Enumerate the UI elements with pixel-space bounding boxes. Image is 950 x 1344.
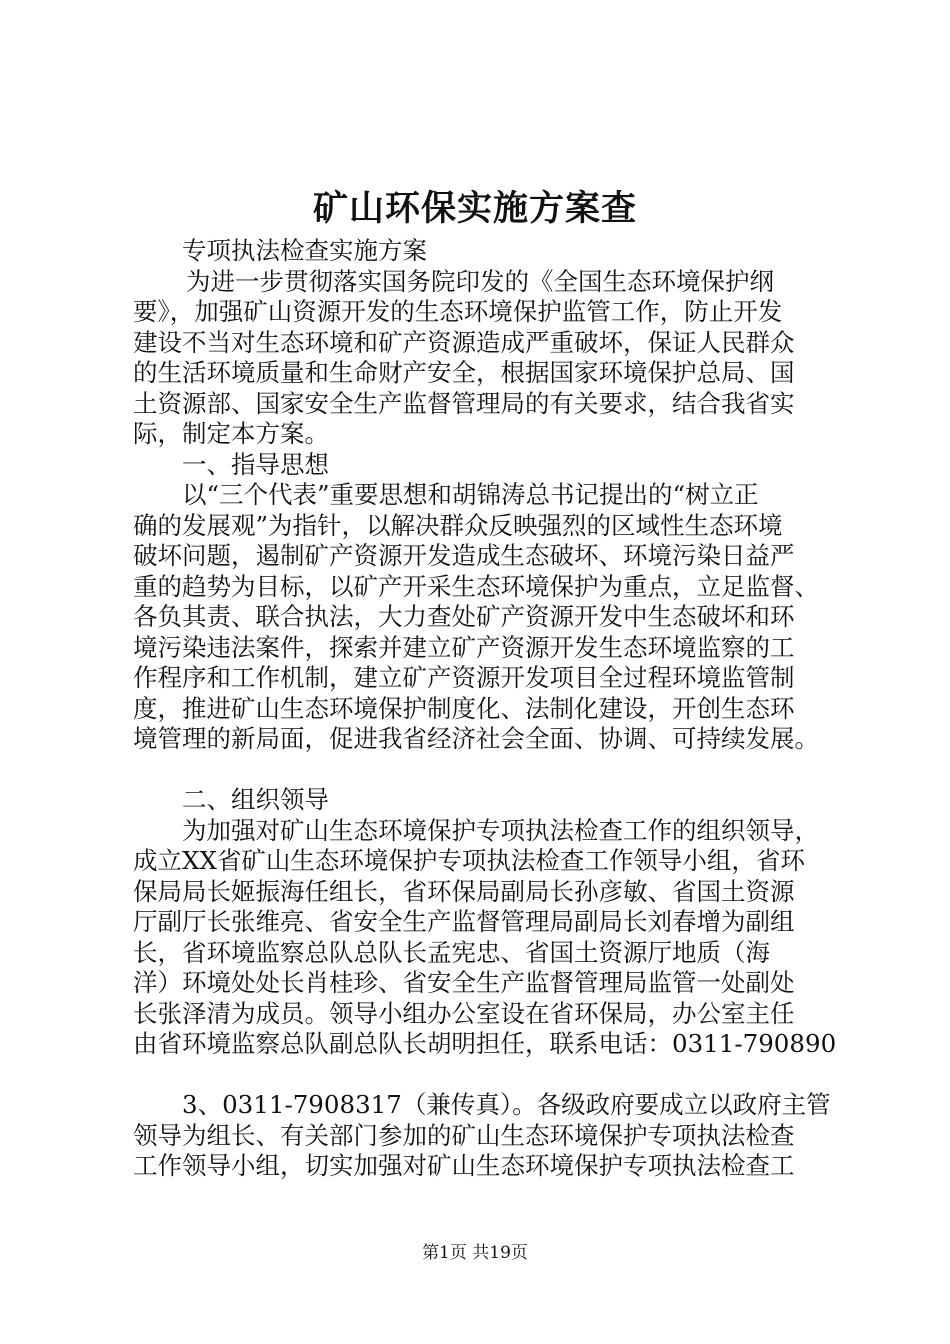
paragraph-line: 境管理的新局面，促进我省经济社会全面、协调、可持续发展。	[133, 724, 819, 753]
paragraph-line: 建设不当对生态环境和矿产资源造成严重破坏，保证人民群众	[133, 327, 795, 357]
subtitle-line: 专项执法检查实施方案	[182, 236, 427, 265]
paragraph-line: 厅副厅长张维亮、省安全生产监督管理局副局长刘春增为副组	[133, 907, 795, 936]
paragraph-line: 工作领导小组，切实加强对矿山生态环境保护专项执法检查工	[133, 1151, 795, 1180]
paragraph-line: 保局局长姬振海任组长，省环保局副局长孙彦敏、省国土资源	[133, 876, 795, 906]
paragraph-gap	[133, 1060, 829, 1091]
paragraph-line: 3、0311-7908317（兼传真）。各级政府要成立以政府主管	[182, 1090, 831, 1119]
paragraph-line: 长，省环境监察总队总队长孟宪忠、省国土资源厅地质（海	[133, 937, 770, 967]
paragraph-line: 作程序和工作机制，建立矿产资源开发项目全过程环境监管制	[133, 663, 795, 692]
paragraph-line: 际，制定本方案。	[133, 419, 329, 448]
paragraph-line: 境污染违法案件，探索并建立矿产资源开发生态环境监察的工	[133, 632, 795, 662]
document-body	[133, 236, 837, 1182]
paragraph-line: 要》，加强矿山资源开发的生态环境保护监管工作，防止开发	[133, 297, 783, 326]
paragraph-line: 的生活环境质量和生命财产安全，根据国家环境保护总局、国	[133, 358, 795, 387]
paragraph-line: 确的发展观”为指针，以解决群众反映强烈的区域性生态环境	[133, 510, 783, 540]
paragraph-line: 由省环境监察总队副总队长胡明担任，联系电话：0311-790890	[133, 1029, 837, 1058]
paragraph-line: 土资源部、国家安全生产监督管理局的有关要求，结合我省实	[133, 388, 795, 418]
paragraph-line: 重的趋势为目标，以矿产开采生态环境保护为重点，立足监督、	[133, 571, 819, 601]
document-title: 矿山环保实施方案查	[312, 188, 637, 229]
paragraph-line: 度，推进矿山生态环境保护制度化、法制化建设，开创生态环	[133, 693, 795, 723]
section-heading: 二、组织领导	[182, 785, 329, 814]
paragraph-line: 以“三个代表”重要思想和胡锦涛总书记提出的“树立正	[182, 480, 759, 509]
paragraph-line: 洋）环境处处长肖桂珍、省安全生产监督管理局监管一处副处	[133, 968, 795, 997]
paragraph-line: 各负其责、联合执法，大力查处矿产资源开发中生态破坏和环	[133, 602, 795, 631]
paragraph-line: 领导为组长、有关部门参加的矿山生态环境保护专项执法检查	[133, 1120, 795, 1150]
page-number-footer: 第1页 共19页	[422, 1243, 528, 1263]
paragraph-line: 长张泽清为成员。领导小组办公室设在省环保局，办公室主任	[133, 998, 795, 1028]
paragraph-line: 为进一步贯彻落实国务院印发的《全国生态环境保护纲	[186, 266, 774, 296]
paragraph-line: 破坏问题，遏制矿产资源开发造成生态破坏、环境污染日益严	[133, 541, 795, 570]
section-heading: 一、指导思想	[182, 449, 329, 479]
paragraph-gap	[133, 755, 829, 786]
paragraph-line: 成立XX省矿山生态环境保护专项执法检查工作领导小组，省环	[133, 846, 805, 875]
paragraph-line: 为加强对矿山生态环境保护专项执法检查工作的组织领导，	[182, 815, 819, 845]
